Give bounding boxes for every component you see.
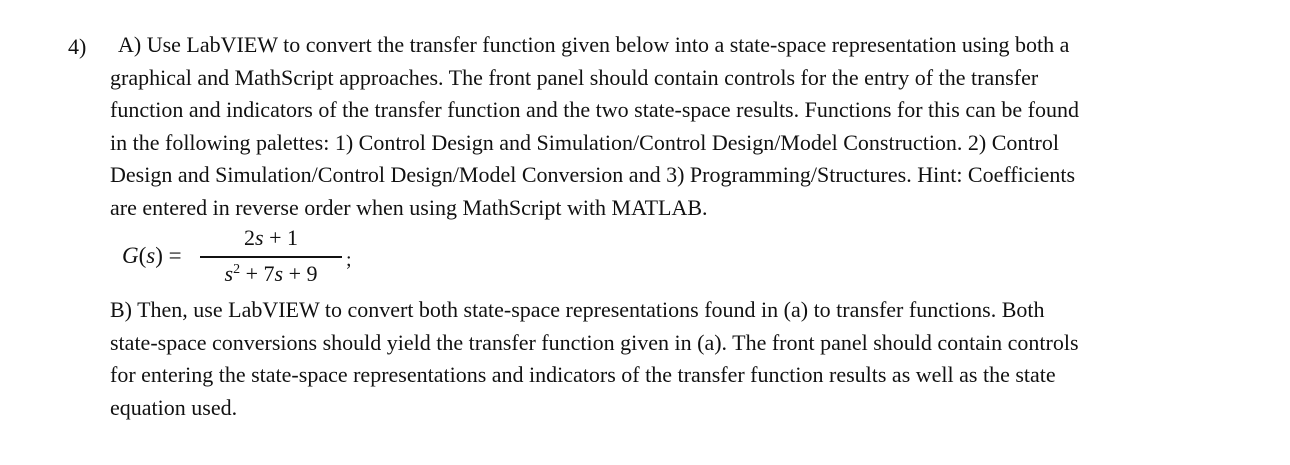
- denominator-variable-2: s: [274, 261, 284, 286]
- formula-lhs: G(s) =: [122, 243, 182, 268]
- part-a-line: Design and Simulation/Control Design/Model Conversion and 3) Programming/Structures. Hint: Coefficients: [110, 162, 1076, 188]
- numerator-constant: 1: [286, 225, 298, 250]
- fraction-bar: [200, 256, 342, 258]
- part-a-line: A) Use LabVIEW to convert the transfer function given below into a state-space representation using both a: [118, 32, 1070, 57]
- denominator-exponent: 2: [233, 262, 241, 277]
- denominator-operator-1: +: [245, 261, 258, 286]
- function-name: G: [122, 243, 139, 268]
- denominator-operator-2: +: [288, 261, 301, 286]
- transfer-function-formula: [122, 224, 382, 292]
- denominator-variable: s: [224, 261, 234, 286]
- part-b-line: B) Then, use LabVIEW to convert both state-space representations found in (a) to transfer functions. Both: [110, 297, 1045, 322]
- part-a-line: function and indicators of the transfer function and the two state-space results. Functions for this can be found: [110, 97, 1079, 123]
- numerator-coefficient: 2: [244, 225, 255, 250]
- fraction: [198, 224, 344, 292]
- question-number: 4): [68, 34, 87, 59]
- function-variable: s: [146, 243, 156, 268]
- denominator-coefficient: 7: [263, 261, 275, 286]
- part-b-line: equation used.: [110, 394, 238, 420]
- part-a-line: are entered in reverse order when using MathScript with MATLAB.: [110, 194, 708, 220]
- part-a-line: graphical and MathScript approaches. The front panel should contain controls for the entry of the transfer: [110, 64, 1039, 90]
- equals-sign: =: [168, 243, 182, 268]
- part-b-line: state-space conversions should yield the transfer function given in (a). The front panel should contain controls: [110, 329, 1079, 355]
- numerator-variable: s: [255, 225, 264, 250]
- denominator-constant: 9: [306, 261, 318, 286]
- part-b-line: for entering the state-space representations and indicators of the transfer function results as well as the state: [110, 362, 1056, 388]
- part-b-paragraph: [110, 294, 1220, 424]
- formula-punctuation: ;: [346, 249, 352, 271]
- denominator: [198, 259, 344, 289]
- part-a-paragraph: [110, 29, 1220, 225]
- numerator-operator: +: [269, 225, 282, 250]
- part-a-line: in the following palettes: 1) Control Design and Simulation/Control Design/Model Construction. 2) Control: [110, 129, 1059, 155]
- numerator: [198, 224, 344, 252]
